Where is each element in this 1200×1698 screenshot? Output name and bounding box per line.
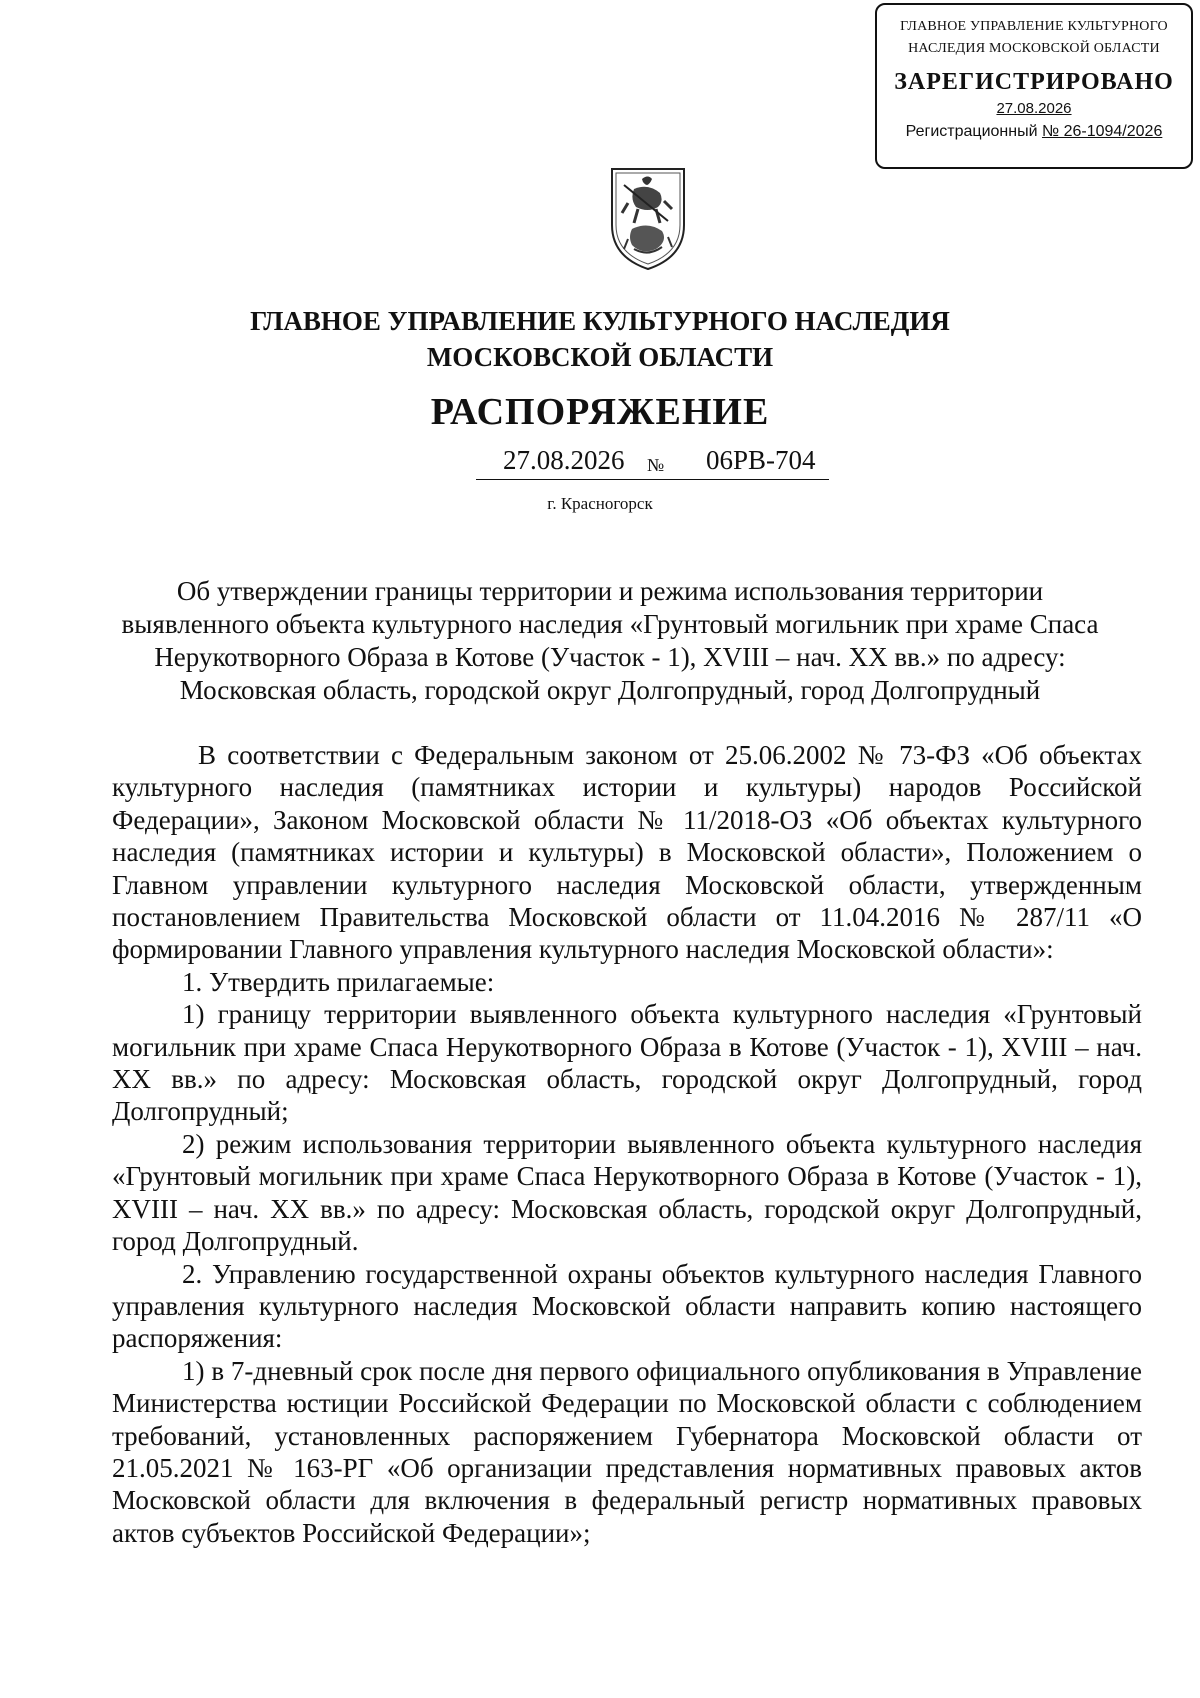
item-1: 1. Утвердить прилагаемые: — [182, 966, 495, 997]
stamp-date-wrap — [877, 100, 1191, 117]
stamp-org-line-1: ГЛАВНОЕ УПРАВЛЕНИЕ КУЛЬТУРНОГО — [900, 19, 1168, 34]
stamp-reg-number: № 26-1094/2026 — [1041, 123, 1163, 140]
item-2: 2. Управлению государственной охраны объектов культурного наследия Главного управления культурного наследия Московской области направить копию настоящего распоряжения: — [112, 1258, 1142, 1354]
document-place: г. Красногорск — [547, 494, 653, 513]
date-number-line — [476, 443, 829, 480]
stamp-reg-label: Регистрационный — [905, 123, 1038, 140]
organization-title-line-1: ГЛАВНОЕ УПРАВЛЕНИЕ КУЛЬТУРНОГО НАСЛЕДИЯ — [250, 306, 950, 336]
item-2-1: 1) в 7-дневный срок после дня первого официального опубликования в Управление Министерства юстиции Российской Федерации по Московской области с соблюдением требований, установленных распоряжением Губернатора Московской области от 21.05.2021 № 163-РГ «Об организации представления нормативных правовых актов Московской области для включения в федеральный регистр нормативных правовых актов субъектов Российской Федерации»; — [112, 1355, 1142, 1548]
subject-line-1: Об утверждении границы территории и режима использования территории — [176, 576, 1044, 606]
stamp-org-name — [877, 15, 1191, 61]
item-1-2: 2) режим использования территории выявленного объекта культурного наследия «Грунтовый могильник при храме Спаса Нерукотворного Образа в Котове (Участок - 1), XVIII – нач. XX вв.» по адресу: Московская область, городской округ Долгопрудный, город Долгопрудный. — [112, 1128, 1142, 1257]
document-body — [112, 739, 1142, 1549]
organization-title-line-2: МОСКОВСКОЙ ОБЛАСТИ — [426, 342, 774, 372]
document-number: 06РВ-704 — [706, 445, 816, 475]
document-type: РАСПОРЯЖЕНИЕ — [430, 391, 770, 433]
organization-title — [0, 303, 1200, 375]
stamp-org-line-2: НАСЛЕДИЯ МОСКОВСКОЙ ОБЛАСТИ — [908, 41, 1160, 56]
document-date: 27.08.2026 — [503, 445, 625, 475]
preamble-paragraph: В соответствии с Федеральным законом от 25.06.2002 № 73-ФЗ «Об объектах культурного наследия (памятниках истории и культуры) народов Российской Федерации», Законом Московской области № 11/2018-ОЗ «Об объектах культурного наследия (памятниках истории и культуры) в Московской области», Положением о Главном управлении культурного наследия Московской области, утвержденным постановлением Правительства Московской области от 11.04.2016 № 287/11 «О формировании Главного управления культурного наследия Московской области»: — [112, 740, 1142, 965]
subject-line-4: Московская область, городской округ Долгопрудный, город Долгопрудный — [179, 675, 1041, 705]
number-sign: № — [647, 455, 665, 475]
registration-stamp — [875, 3, 1193, 169]
document-subject — [110, 575, 1110, 707]
stamp-registration — [877, 123, 1191, 141]
item-1-1: 1) границу территории выявленного объекта культурного наследия «Грунтовый могильник при храме Спаса Нерукотворного Образа в Котове (Участок - 1), XVIII – нач. XX вв.» по адресу: Московская область, городской округ Долгопрудный, город Долгопрудный; — [112, 999, 1142, 1127]
subject-line-3: Нерукотворного Образа в Котове (Участок - 1), XVIII – нач. XX вв.» по адресу: — [154, 642, 1066, 672]
moscow-oblast-coat-of-arms-icon — [608, 165, 688, 273]
stamp-status: ЗАРЕГИСТРИРОВАНО — [894, 69, 1174, 95]
subject-line-2: выявленного объекта культурного наследия «Грунтовый могильник при храме Спаса — [121, 609, 1099, 639]
stamp-date: 27.08.2026 — [996, 100, 1072, 117]
